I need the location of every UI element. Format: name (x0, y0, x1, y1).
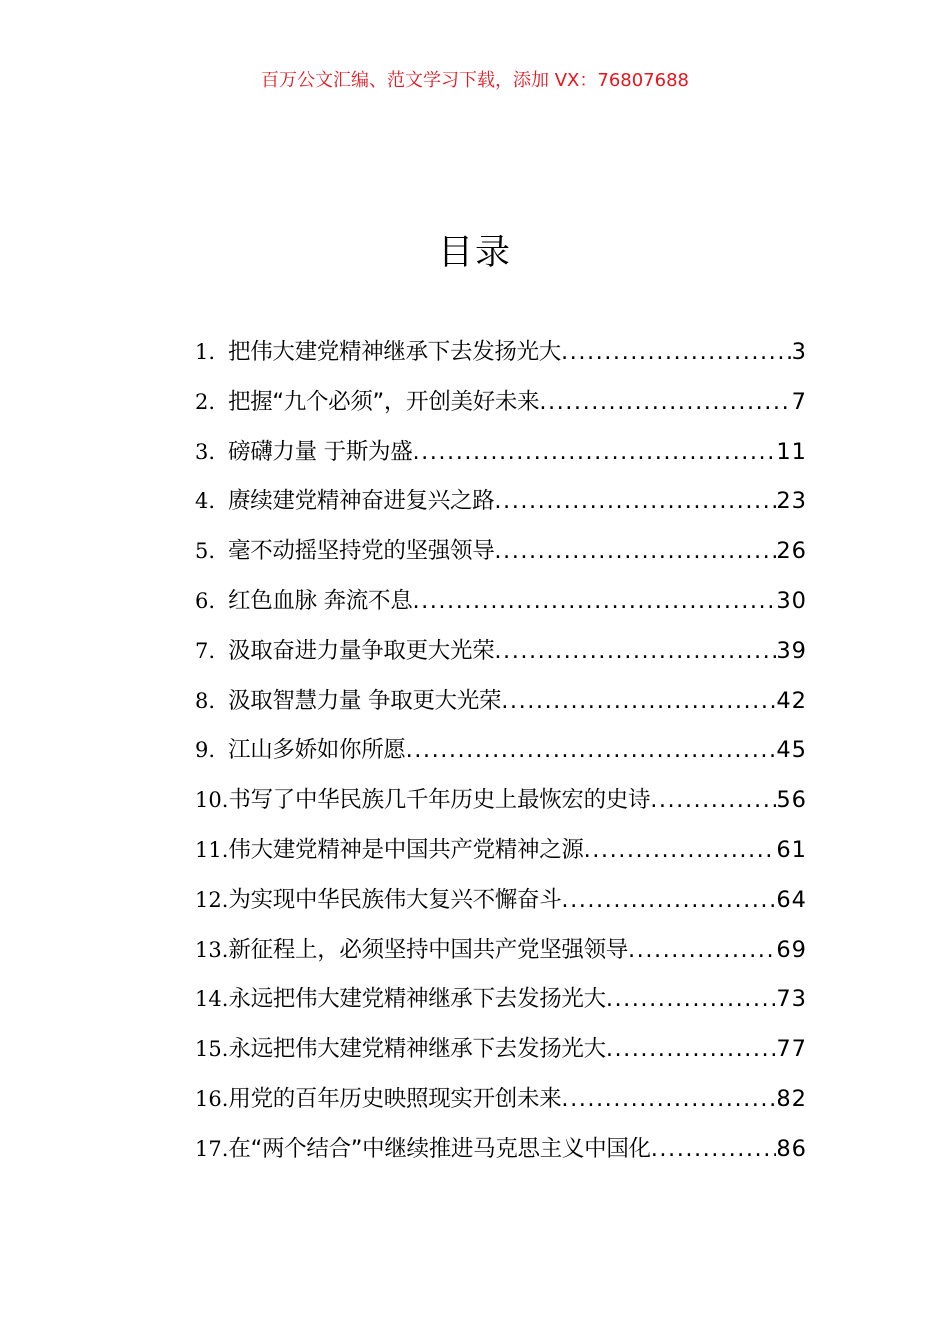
toc-entry-title: 永远把伟大建党精神继承下去发扬光大 (228, 1036, 606, 1063)
toc-entry[interactable] (195, 1129, 807, 1179)
toc-entry-page: 11 (776, 438, 807, 465)
toc-entry[interactable] (195, 1029, 807, 1079)
toc-entry-title: 在“两个结合”中继续推进马克思主义中国化 (228, 1135, 651, 1162)
toc-entry-page: 82 (776, 1085, 807, 1112)
toc-entry-number: 15. (195, 1037, 229, 1062)
table-of-contents (195, 332, 807, 1179)
toc-entry-title: 毫不动摇坚持党的坚强领导 (228, 538, 495, 565)
toc-entry-page: 7 (791, 388, 807, 415)
toc-entry-title: 汲取奋进力量争取更大光荣 (228, 637, 495, 664)
toc-entry-title: 江山多娇如你所愿 (228, 737, 406, 764)
toc-entry-title: 把伟大建党精神继承下去发扬光大 (228, 339, 562, 365)
toc-entry[interactable] (195, 581, 807, 631)
toc-entry-title: 新征程上，必须坚持中国共产党坚强领导 (228, 936, 629, 963)
toc-dot-leader (561, 1079, 776, 1119)
toc-entry-title: 汲取智慧力量 争取更大光荣 (228, 687, 502, 714)
toc-entry-number: 4. (195, 489, 216, 514)
toc-dot-leader (494, 531, 776, 571)
toc-entry-number: 14. (195, 987, 229, 1012)
toc-entry-title: 用党的百年历史映照现实开创未来 (228, 1085, 562, 1112)
toc-entry-page: 26 (776, 538, 807, 565)
toc-entry-page: 86 (776, 1135, 807, 1162)
toc-entry-title: 赓续建党精神奋进复兴之路 (228, 488, 495, 515)
toc-entry[interactable] (195, 730, 807, 780)
toc-entry-number: 7. (195, 638, 216, 663)
toc-dot-leader (406, 730, 777, 770)
toc-entry-number: 8. (195, 688, 216, 713)
toc-entry-page: 61 (776, 836, 807, 863)
toc-entry[interactable] (195, 631, 807, 681)
toc-entry[interactable] (195, 979, 807, 1029)
toc-dot-leader (606, 1029, 777, 1069)
toc-entry[interactable] (195, 382, 807, 432)
toc-dot-leader (606, 979, 777, 1019)
toc-entry[interactable] (195, 880, 807, 930)
toc-entry-page: 69 (776, 936, 807, 963)
toc-entry[interactable] (195, 332, 807, 382)
toc-entry-title: 为实现中华民族伟大复兴不懈奋斗 (228, 886, 562, 913)
toc-entry[interactable] (195, 930, 807, 980)
toc-entry-page: 23 (776, 488, 807, 515)
toc-title: 目录 (437, 233, 512, 273)
toc-entry-title: 永远把伟大建党精神继承下去发扬光大 (228, 986, 606, 1013)
toc-entry-number: 6. (195, 588, 216, 613)
toc-entry-page: 30 (776, 587, 807, 614)
toc-dot-leader (628, 930, 776, 970)
toc-entry-number: 16. (195, 1086, 229, 1111)
toc-entry-number: 9. (195, 738, 216, 763)
toc-entry-page: 64 (776, 886, 807, 913)
toc-entry-page: 39 (776, 637, 807, 664)
toc-dot-leader (412, 581, 776, 621)
toc-entry-number: 12. (195, 887, 229, 912)
toc-dot-leader (650, 780, 776, 820)
toc-entry[interactable] (195, 531, 807, 581)
toc-entry-title: 磅礴力量 于斯为盛 (228, 438, 413, 465)
toc-entry-number: 17. (195, 1136, 229, 1161)
toc-entry-number: 13. (195, 937, 229, 962)
toc-dot-leader (561, 880, 776, 920)
toc-entry[interactable] (195, 1079, 807, 1129)
toc-entry[interactable] (195, 780, 807, 830)
toc-entry-number: 10. (195, 788, 229, 813)
toc-entry[interactable] (195, 481, 807, 531)
toc-entry-number: 11. (195, 837, 229, 862)
toc-dot-leader (651, 1129, 777, 1169)
toc-entry-page: 56 (776, 787, 807, 814)
toc-entry-title: 红色血脉 奔流不息 (228, 587, 413, 614)
toc-entry-title: 把握“九个必须”，开创美好未来 (228, 388, 540, 415)
toc-dot-leader (412, 432, 776, 472)
toc-entry-number: 5. (195, 539, 216, 564)
toc-entry-number: 3. (195, 439, 216, 464)
toc-dot-leader (494, 481, 776, 521)
toc-dot-leader (561, 332, 792, 372)
toc-dot-leader (494, 631, 776, 671)
toc-entry-title: 伟大建党精神是中国共产党精神之源 (228, 836, 584, 863)
toc-entry[interactable] (195, 681, 807, 731)
toc-entry-page: 45 (776, 737, 807, 764)
toc-entry-number: 1. (195, 340, 216, 364)
toc-entry-page: 42 (776, 687, 807, 714)
toc-entry[interactable] (195, 830, 807, 880)
toc-entry-number: 2. (195, 389, 216, 414)
toc-dot-leader (539, 382, 791, 422)
toc-entry-page: 77 (776, 1036, 807, 1063)
toc-entry-page: 3 (791, 339, 807, 365)
header-note: 百万公文汇编、范文学习下载，添加 VX：76807688 (261, 70, 689, 91)
toc-dot-leader (501, 681, 776, 721)
toc-dot-leader (584, 830, 777, 870)
toc-entry-title: 书写了中华民族几千年历史上最恢宏的史诗 (228, 787, 651, 814)
toc-entry-page: 73 (776, 986, 807, 1013)
toc-entry[interactable] (195, 432, 807, 482)
